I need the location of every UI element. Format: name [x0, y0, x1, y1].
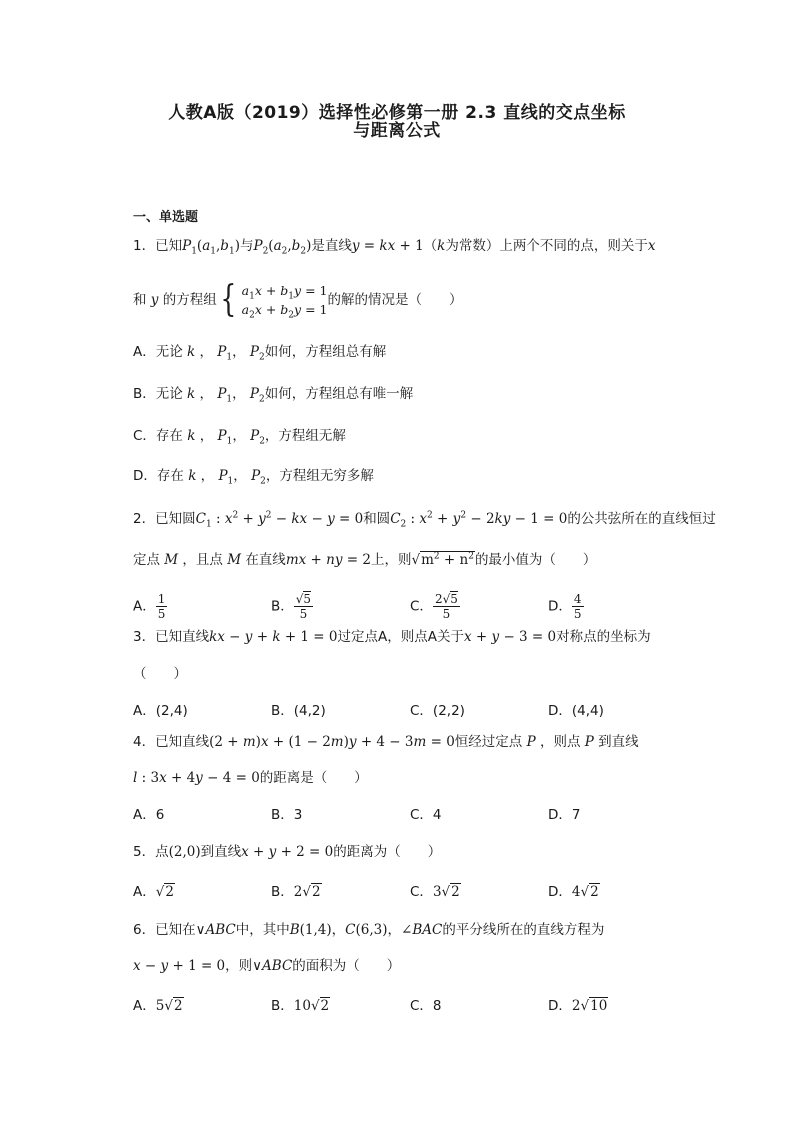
q4-option-b: B．3	[271, 807, 303, 823]
q2-option-d: D． $\frac{4}{5}$	[548, 592, 582, 621]
q6-option-d: D．2√10	[548, 998, 608, 1014]
q1-option-c: C．存在 k ， $P_1$， $P_2$，方程组无解	[133, 428, 346, 447]
page-title: 人教A版（2019）选择性必修第一册 2.3 直线的交点坐标	[168, 103, 626, 123]
q1-option-d: D．存在 k ， $P_1$， $P_2$，方程组无穷多解	[133, 468, 374, 487]
q5-option-d: D．4√2	[548, 884, 599, 900]
q3-option-d: D．(4,4)	[548, 703, 604, 719]
question-2-line2: 定点 M ，且点 M 在直线mx + ny = 2上，则$√m^2 + n^2$的最小值为（ ）	[133, 551, 597, 568]
question-4: 4．已知直线(2 + m)x + (1 − 2m)y + 4 − 3m = 0恒经过定点 P ，则点 P 到直线	[133, 734, 639, 750]
question-4-line2: l : 3x + 4y − 4 = 0的距离是（ ）	[133, 770, 368, 786]
q3-option-a: A．(2,4)	[133, 703, 188, 719]
q4-option-c: C．4	[410, 807, 442, 823]
question-5: 5．点(2,0)到直线x + y + 2 = 0的距离为（ ）	[133, 844, 442, 860]
q2-option-c: C． $\frac{2√5}{5}$	[410, 592, 458, 621]
q5-option-b: B．2√2	[271, 884, 321, 900]
section-heading: 一、单选题	[133, 210, 199, 225]
q6-option-a: A．5√2	[133, 998, 183, 1014]
equation-system: { $a_1x + b_1y = 1$ $a_2x + b_2y = 1$	[220, 279, 328, 321]
q1-option-a: A．无论 k ， $P_1$， $P_2$如何，方程组总有解	[133, 344, 387, 363]
question-3-line2: （ ）	[133, 666, 187, 682]
q1-option-b: B．无论 k ， $P_1$， $P_2$如何，方程组总有唯一解	[133, 386, 414, 405]
q2-option-b: B． $\frac{√5}{5}$	[271, 592, 312, 621]
q5-option-a: A．√2	[133, 884, 174, 900]
question-6-line2: x − y + 1 = 0，则∨ABC的面积为（ ）	[133, 958, 401, 974]
question-3: 3．已知直线kx − y + k + 1 = 0过定点A，则点A关于x + y − 3 = 0对称点的坐标为	[133, 629, 651, 645]
question-1-line2: 和 y 的方程组 { $a_1x + b_1y = 1$ $a_2x + b_2y = 1$ 的解的情况是（ ）	[133, 279, 463, 321]
question-1: 1．已知$P_1(a_1,b_1)$与$P_2(a_2,b_2)$是直线y = kx + 1（k为常数）上两个不同的点，则关于x	[133, 238, 656, 257]
q6-option-c: C．8	[410, 998, 442, 1014]
question-2: 2．已知圆$C_1$ : $x^2 + y^2$ − kx − y = 0和圆$C_2$ : $x^2 + y^2 - 2ky - 1 = 0$的公共弦所在的直线恒过	[133, 510, 716, 530]
q3-option-b: B．(4,2)	[271, 703, 326, 719]
q4-option-d: D．7	[548, 807, 581, 823]
q2-option-a: A． $\frac{1}{5}$	[133, 592, 166, 621]
q5-option-c: C．3√2	[410, 884, 460, 900]
page-title-line2: 与距离公式	[353, 121, 441, 141]
q6-option-b: B．10√2	[271, 998, 330, 1014]
q3-option-c: C．(2,2)	[410, 703, 465, 719]
q4-option-a: A．6	[133, 807, 165, 823]
question-6: 6．已知在∨ABC中，其中B(1,4)，C(6,3)，∠BAC的平分线所在的直线方程为	[133, 922, 605, 938]
